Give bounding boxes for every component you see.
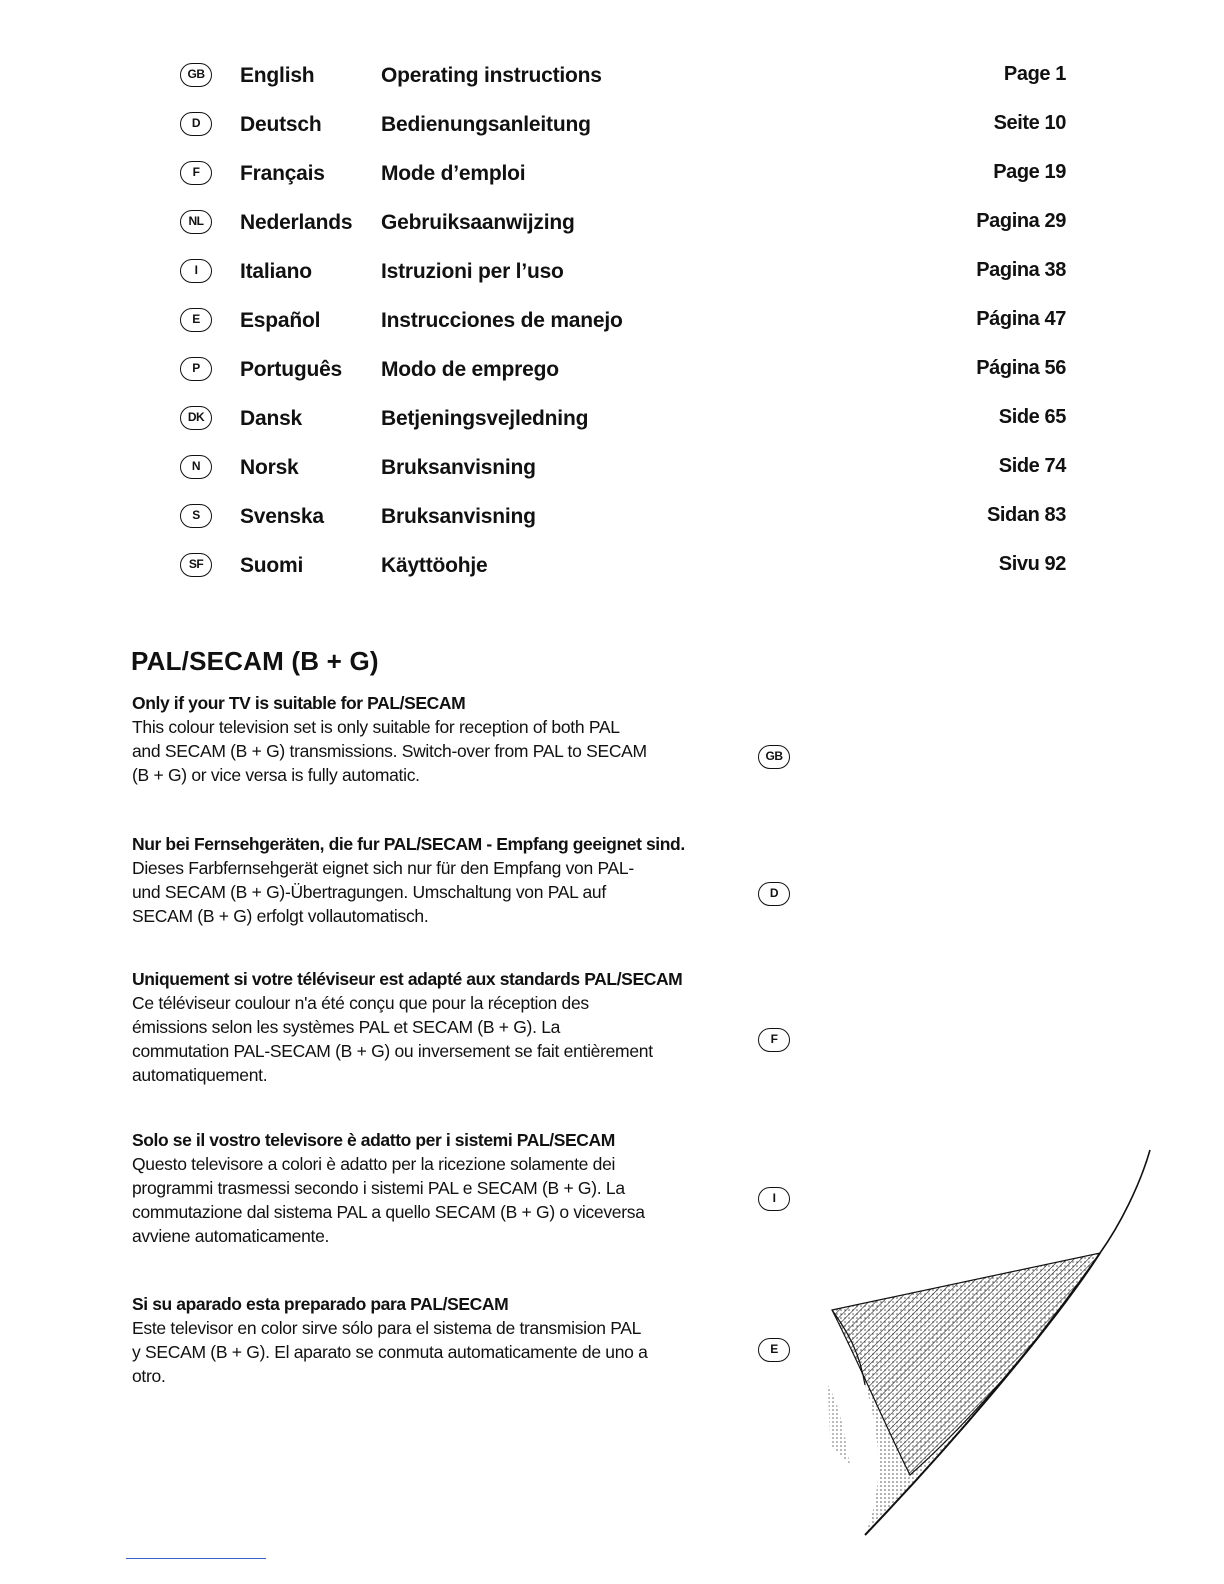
language-name: Deutsch xyxy=(240,113,322,136)
notice-line: Ce téléviseur coulour n'a été conçu que pour la réception des xyxy=(132,993,589,1013)
language-name: Suomi xyxy=(240,554,304,577)
country-badge: F xyxy=(758,1028,790,1052)
notice-heading: Nur bei Fernsehgeräten, die fur PAL/SECAM - Empfang geeignet sind. xyxy=(132,834,685,854)
page-reference: Seite 10 xyxy=(993,112,1066,134)
country-badge: I xyxy=(180,259,212,283)
index-row-dansk xyxy=(0,398,1224,447)
country-badge: E xyxy=(758,1338,790,1362)
language-name: Dansk xyxy=(240,407,303,430)
notice-line: avviene automaticamente. xyxy=(132,1226,330,1246)
language-name: Norsk xyxy=(240,456,299,479)
index-row-portugues xyxy=(0,349,1224,398)
notice-heading: Solo se il vostro televisore è adatto per i sistemi PAL/SECAM xyxy=(132,1130,615,1150)
page-reference: Pagina 38 xyxy=(976,259,1066,281)
notice-body xyxy=(132,715,732,787)
language-name: Español xyxy=(240,309,321,332)
page-reference: Sidan 83 xyxy=(986,504,1066,526)
page-reference: Page 1 xyxy=(1003,63,1066,85)
country-badge: D xyxy=(180,112,212,136)
index-row-deutsch xyxy=(0,104,1224,153)
page-reference: Pagina 29 xyxy=(976,210,1066,232)
notice-deutsch xyxy=(132,833,782,928)
notice-line: commutation PAL-SECAM (B + G) ou inversement se fait entièrement xyxy=(132,1041,653,1061)
manual-title: Bruksanvisning xyxy=(381,456,536,479)
notice-francais xyxy=(132,968,782,1087)
country-badge: GB xyxy=(758,745,790,769)
manual-title: Operating instructions xyxy=(381,64,602,87)
notice-line: commutazione dal sistema PAL a quello SECAM (B + G) o viceversa xyxy=(132,1202,645,1222)
notice-heading: Si su aparado esta preparado para PAL/SECAM xyxy=(132,1294,509,1314)
notice-english xyxy=(132,692,782,787)
notice-line: émissions selon les systèmes PAL et SECAM (B + G). La xyxy=(132,1017,561,1037)
notice-line: Dieses Farbfernsehgerät eignet sich nur für den Empfang von PAL- xyxy=(132,858,634,878)
country-badge: D xyxy=(758,882,790,906)
notice-line: Questo televisore a colori è adatto per la ricezione solamente dei xyxy=(132,1154,616,1174)
index-row-norsk xyxy=(0,447,1224,496)
index-row-francais xyxy=(0,153,1224,202)
country-badge: NL xyxy=(180,210,212,234)
country-badge: GB xyxy=(180,63,212,87)
notice-line: automatiquement. xyxy=(132,1065,268,1085)
country-badge: SF xyxy=(180,553,212,577)
country-badge: E xyxy=(180,308,212,332)
page-reference: Page 19 xyxy=(993,161,1066,183)
section-title: PAL/SECAM (B + G) xyxy=(131,646,379,676)
country-badge: N xyxy=(180,455,212,479)
language-name: Svenska xyxy=(240,505,324,528)
index-row-svenska xyxy=(0,496,1224,545)
notice-line: y SECAM (B + G). El aparato se conmuta automaticamente de uno a xyxy=(132,1342,648,1362)
language-name: English xyxy=(240,64,315,87)
notice-italiano xyxy=(132,1129,782,1248)
notice-line: This colour television set is only suitable for reception of both PAL xyxy=(132,717,620,737)
notice-line: otro. xyxy=(132,1366,166,1386)
notice-line: programmi trasmessi secondo i sistemi PAL e SECAM (B + G). La xyxy=(132,1178,625,1198)
notice-line: SECAM (B + G) erfolgt vollautomatisch. xyxy=(132,906,429,926)
page-reference: Side 65 xyxy=(998,406,1066,428)
country-badge: P xyxy=(180,357,212,381)
language-name: Italiano xyxy=(240,260,312,283)
manual-title: Instrucciones de manejo xyxy=(381,309,623,332)
language-name: Português xyxy=(240,358,343,381)
notice-heading: Uniquement si votre téléviseur est adapté aux standards PAL/SECAM xyxy=(132,969,683,989)
manual-title: Käyttöohje xyxy=(381,554,488,577)
notice-body xyxy=(132,856,732,928)
index-row-espanol xyxy=(0,300,1224,349)
notice-body xyxy=(132,1152,732,1248)
notice-espanol xyxy=(132,1293,782,1388)
page-reference: Página 56 xyxy=(976,357,1066,379)
bottom-rule xyxy=(126,1558,266,1559)
language-index xyxy=(0,55,1224,594)
language-name: Français xyxy=(240,162,325,185)
manual-title: Istruzioni per l’uso xyxy=(381,260,564,283)
language-name: Nederlands xyxy=(240,211,353,234)
page-reference: Side 74 xyxy=(998,455,1066,477)
manual-title: Bedienungsanleitung xyxy=(381,113,591,136)
manual-title: Mode d’emploi xyxy=(381,162,526,185)
index-row-english xyxy=(0,55,1224,104)
index-row-nederlands xyxy=(0,202,1224,251)
manual-title: Bruksanvisning xyxy=(381,505,536,528)
page-curl-illustration xyxy=(820,1145,1160,1545)
country-badge: F xyxy=(180,161,212,185)
country-badge: S xyxy=(180,504,212,528)
notice-line: and SECAM (B + G) transmissions. Switch-over from PAL to SECAM xyxy=(132,741,647,761)
page-reference: Página 47 xyxy=(976,308,1066,330)
notice-body xyxy=(132,1316,732,1388)
notice-line: Este televisor en color sirve sólo para el sistema de transmision PAL xyxy=(132,1318,642,1338)
notice-line: und SECAM (B + G)-Übertragungen. Umschaltung von PAL auf xyxy=(132,882,606,902)
page-reference: Sivu 92 xyxy=(998,553,1066,575)
index-row-italiano xyxy=(0,251,1224,300)
index-row-suomi xyxy=(0,545,1224,594)
notice-heading: Only if your TV is suitable for PAL/SECAM xyxy=(132,693,466,713)
notice-line: (B + G) or vice versa is fully automatic. xyxy=(132,765,420,785)
notice-body xyxy=(132,991,732,1087)
country-badge: DK xyxy=(180,406,212,430)
manual-title: Gebruiksaanwijzing xyxy=(381,211,575,234)
manual-title: Modo de emprego xyxy=(381,358,559,381)
country-badge: I xyxy=(758,1187,790,1211)
manual-title: Betjeningsvejledning xyxy=(381,407,589,430)
